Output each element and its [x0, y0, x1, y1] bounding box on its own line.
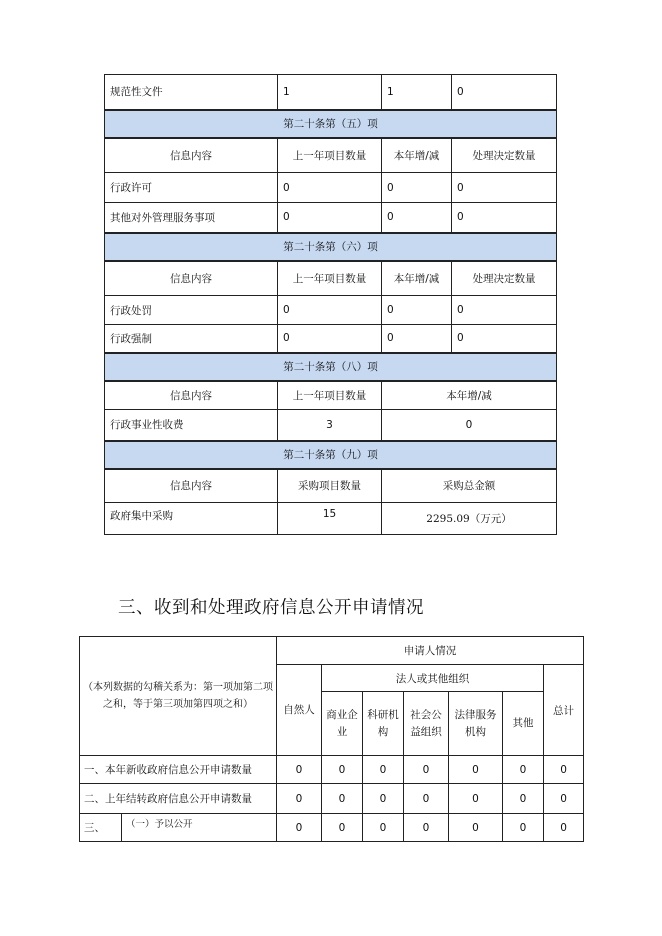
header-row: [80, 637, 584, 665]
column-header-row: [105, 138, 557, 173]
column-header: 采购项目数量: [278, 469, 382, 503]
section-title: 第二十条第（五）项: [105, 110, 557, 138]
sub-header: 科研机构: [363, 692, 404, 756]
row-label: 一、本年新收政府信息公开申请数量: [80, 756, 277, 784]
value-cell: 0: [322, 784, 363, 814]
total-header: 总计: [544, 665, 584, 756]
column-header-row: [105, 261, 557, 296]
value-cell: 0: [363, 784, 404, 814]
column-header: 信息内容: [105, 138, 278, 173]
cell-prev: 3: [278, 410, 382, 441]
section-title: 第二十条第（八）项: [105, 353, 557, 381]
section-heading: 三、收到和处理政府信息公开申请情况: [118, 598, 424, 618]
cell-change: 0: [382, 410, 557, 441]
column-header: 上一年项目数量: [278, 138, 382, 173]
row-label: 规范性文件: [105, 75, 278, 110]
applicant-header: 申请人情况: [277, 637, 584, 665]
column-header-row: [105, 381, 557, 410]
value-cell: 0: [544, 756, 584, 784]
section-title: 第二十条第（六）项: [105, 233, 557, 261]
column-header: 信息内容: [105, 261, 278, 296]
value-cell: 0: [503, 784, 544, 814]
cell-amount: 2295.09（万元）: [382, 503, 557, 535]
section-header-row: [105, 110, 557, 138]
cell-change: 0: [382, 173, 452, 203]
table-row: [105, 503, 557, 535]
cell-change: 0: [382, 296, 452, 325]
table-row: [80, 814, 584, 842]
value-cell: 0: [544, 814, 584, 842]
column-header: 信息内容: [105, 381, 278, 410]
column-header: 上一年项目数量: [278, 381, 382, 410]
column-header: 本年增/减: [382, 138, 452, 173]
value-cell: 0: [277, 814, 322, 842]
column-header: 信息内容: [105, 469, 278, 503]
column-header: 上一年项目数量: [278, 261, 382, 296]
row-label: 行政事业性收费: [105, 410, 278, 441]
sub-header: 社会公益组织: [404, 692, 449, 756]
cell-prev: 0: [278, 296, 382, 325]
value-cell: 0: [277, 784, 322, 814]
cell-decided: 0: [452, 296, 557, 325]
section-header-row: [105, 233, 557, 261]
column-header: 本年增/减: [382, 381, 557, 410]
table-row: [105, 173, 557, 203]
table-row: [80, 756, 584, 784]
section-header-row: [105, 353, 557, 381]
row-label: 行政强制: [105, 325, 278, 353]
cell-change: 0: [382, 325, 452, 353]
value-cell: 0: [277, 756, 322, 784]
table-row: [80, 784, 584, 814]
legal-group-header: 法人或其他组织: [322, 665, 544, 692]
value-cell: 0: [449, 814, 503, 842]
value-cell: 0: [449, 784, 503, 814]
column-header: 本年增/减: [382, 261, 452, 296]
cell-decided: 0: [452, 173, 557, 203]
cell-prev: 0: [278, 203, 382, 233]
table-row: [105, 325, 557, 353]
column-header: 采购总金额: [382, 469, 557, 503]
cell-decided: 0: [452, 325, 557, 353]
cell-prev: 0: [278, 173, 382, 203]
cell-decided: 0: [452, 75, 557, 110]
column-header: 处理决定数量: [452, 261, 557, 296]
cell-prev: 1: [278, 75, 382, 110]
sub-header: 商业企业: [322, 692, 363, 756]
section-title: 第二十条第（九）项: [105, 441, 557, 469]
row-label: 行政许可: [105, 173, 278, 203]
table-row: [105, 296, 557, 325]
row-label: 其他对外管理服务事项: [105, 203, 278, 233]
item-stats-table: [104, 74, 557, 535]
value-cell: 0: [544, 784, 584, 814]
application-table: [79, 636, 584, 842]
cell-change: 1: [382, 75, 452, 110]
table-row: [105, 203, 557, 233]
column-header: 处理决定数量: [452, 138, 557, 173]
value-cell: 0: [322, 756, 363, 784]
row-label: 二、上年结转政府信息公开申请数量: [80, 784, 277, 814]
sub-row-label-text: （一）予以公开: [126, 819, 193, 830]
cell-prev: 0: [278, 325, 382, 353]
sub-row-label: [122, 814, 277, 842]
value-cell: 0: [404, 814, 449, 842]
section-header-row: [105, 441, 557, 469]
value-cell: 0: [363, 814, 404, 842]
cell-count: 15: [278, 503, 382, 535]
value-cell: 0: [322, 814, 363, 842]
column-header-row: [105, 469, 557, 503]
row-label: 行政处罚: [105, 296, 278, 325]
value-cell: 0: [449, 756, 503, 784]
row-label: 三、: [80, 814, 122, 842]
note-cell: （本列数据的勾稽关系为：第一项加第二项之和，等于第三项加第四项之和）: [80, 637, 277, 756]
value-cell: 0: [503, 756, 544, 784]
row-label: 政府集中采购: [105, 503, 278, 535]
sub-header: 法律服务机构: [449, 692, 503, 756]
value-cell: 0: [363, 756, 404, 784]
natural-person-header: 自然人: [277, 665, 322, 756]
value-cell: 0: [404, 756, 449, 784]
value-cell: 0: [503, 814, 544, 842]
table-row: [105, 410, 557, 441]
cell-change: 0: [382, 203, 452, 233]
cell-decided: 0: [452, 203, 557, 233]
value-cell: 0: [404, 784, 449, 814]
table-row: [105, 75, 557, 110]
sub-header: 其他: [503, 692, 544, 756]
